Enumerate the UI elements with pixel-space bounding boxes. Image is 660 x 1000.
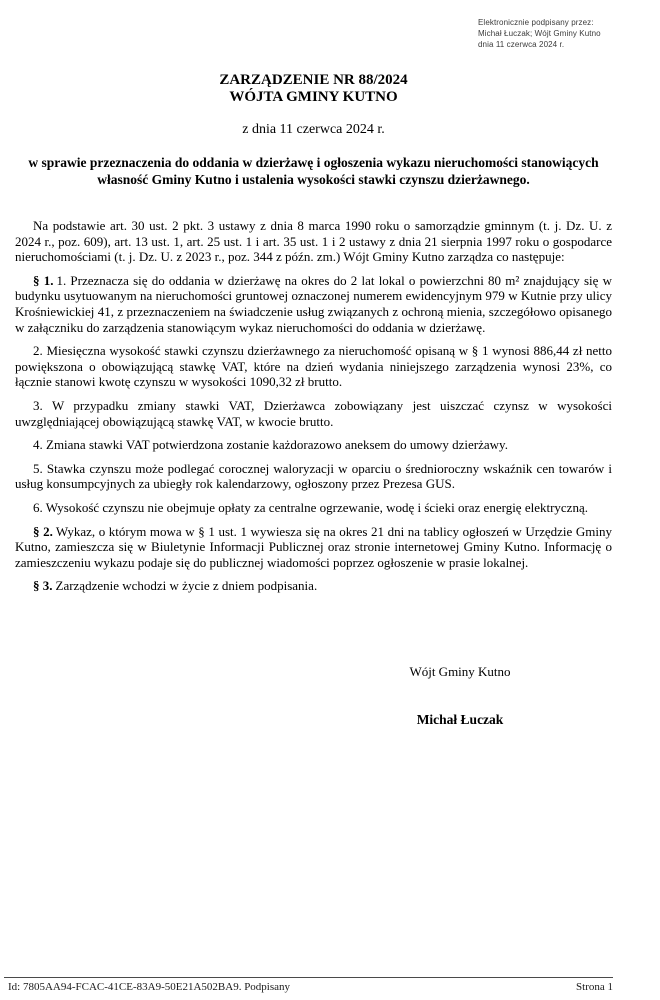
document-subject: w sprawie przeznaczenia do oddania w dzierżawę i ogłoszenia wykazu nieruchomości stanowiących własność Gminy Kutno i ustalenia wysokości stawki czynszu dzierżawnego.	[28, 155, 599, 187]
signature-role: Wójt Gminy Kutno	[409, 663, 511, 679]
section-2	[15, 524, 612, 571]
paragraph-lead: § 2.	[33, 523, 53, 539]
title-line-2: WÓJTA GMINY KUTNO	[229, 89, 398, 105]
section-1-point-3	[15, 398, 612, 429]
paragraph-lead: § 1.	[33, 272, 54, 288]
section-1-point-5	[15, 461, 612, 492]
signature-block	[330, 664, 590, 727]
section-1-point-4	[15, 437, 612, 453]
section-3	[15, 578, 612, 594]
stamp-line-1: Elektronicznie podpisany przez:	[478, 18, 594, 27]
legal-basis-paragraph	[15, 218, 612, 265]
paragraph-text: Na podstawie art. 30 ust. 2 pkt. 3 ustawy z dnia 8 marca 1990 roku o samorządzie gminnym (t. j. Dz. U. z 2024 r., poz. 609), art. 13 ust. 1, art. 25 ust. 1 i art. 35 ust. 1 i 2 ustawy z dnia 21 sierpnia 1997 roku o gospodarce nieruchomościami (t. j. Dz. U. z 2023 r., poz. 344 z późn. zm.) Wójt Gminy Kutno zarządza co następuje:	[15, 218, 612, 265]
document-body	[15, 218, 612, 594]
title-line-1: ZARZĄDZENIE NR 88/2024	[219, 72, 408, 88]
paragraph-text: 5. Stawka czynszu może podlegać corocznej waloryzacji w oparciu o średnioroczny wskaźnik cen towarów i usług konsumpcyjnych za ubiegły rok kalendarzowy, ogłoszony przez Prezesa GUS.	[15, 460, 612, 492]
signature-name: Michał Łuczak	[416, 711, 504, 727]
stamp-line-3: dnia 11 czerwca 2024 r.	[478, 40, 565, 49]
paragraph-lead: § 3.	[33, 578, 53, 594]
document-title	[15, 72, 612, 106]
paragraph-text: 3. W przypadku zmiany stawki VAT, Dzierżawca zobowiązany jest uiszczać czynsz w wysokości uwzględniającej obowiązującą stawkę VAT, w kwocie brutto.	[15, 397, 612, 429]
document-date: z dnia 11 czerwca 2024 r.	[242, 122, 385, 137]
paragraph-text: 1. Przeznacza się do oddania w dzierżawę na okres do 2 lat lokal o powierzchni 80 m² znajdujący się w budynku usytuowanym na nieruchomości gruntowej oznaczonej numerem ewidencyjnym 979 w Kutnie przy ulicy Krośniewickiej 41, z przeznaczeniem na świadczenie usług związanych z ochroną mienia, szczegółowo opisanego w załączniku do zarządzenia stanowiącym wykaz nieruchomości do oddania w dzierżawę.	[15, 272, 613, 335]
paragraph-text: 2. Miesięczna wysokość stawki czynszu dzierżawnego za nieruchomość opisaną w § 1 wynosi 886,44 zł netto powiększona o obowiązującą stawkę VAT, które na dzień wydania niniejszego zarządzenia wynosi 23%, co łącznie stanowi kwotę czynszu w wysokości 1090,32 zł brutto.	[15, 343, 612, 390]
paragraph-text: 4. Zmiana stawki VAT potwierdzona zostanie każdorazowo aneksem do umowy dzierżawy.	[33, 437, 508, 453]
paragraph-text: 6. Wysokość czynszu nie obejmuje opłaty za centralne ogrzewanie, wodę i ścieki oraz energię elektryczną.	[33, 499, 588, 515]
page-number: Strona 1	[576, 981, 613, 993]
section-1-point-1	[15, 273, 612, 335]
paragraph-text: Zarządzenie wchodzi w życie z dniem podpisania.	[55, 578, 318, 594]
document-content	[15, 0, 612, 727]
section-1-point-2	[15, 343, 612, 390]
page-footer	[4, 977, 613, 994]
section-1-point-6	[15, 500, 612, 516]
document-id: Id: 7805AA94-FCAC-41CE-83A9-50E21A502BA9. Podpisany	[8, 981, 291, 993]
stamp-line-2: Michał Łuczak; Wójt Gminy Kutno	[478, 29, 601, 38]
paragraph-text: Wykaz, o którym mowa w § 1 ust. 1 wywiesza się na okres 21 dni na tablicy ogłoszeń w Urzędzie Gminy Kutno, zamieszcza się w Biuletynie Informacji Publicznej oraz stronie internetowej Gminy Kutno. Informację o zamieszczeniu wykazu podaje się do publicznej wiadomości poprzez ogłoszenie w prasie lokalnej.	[15, 523, 612, 570]
